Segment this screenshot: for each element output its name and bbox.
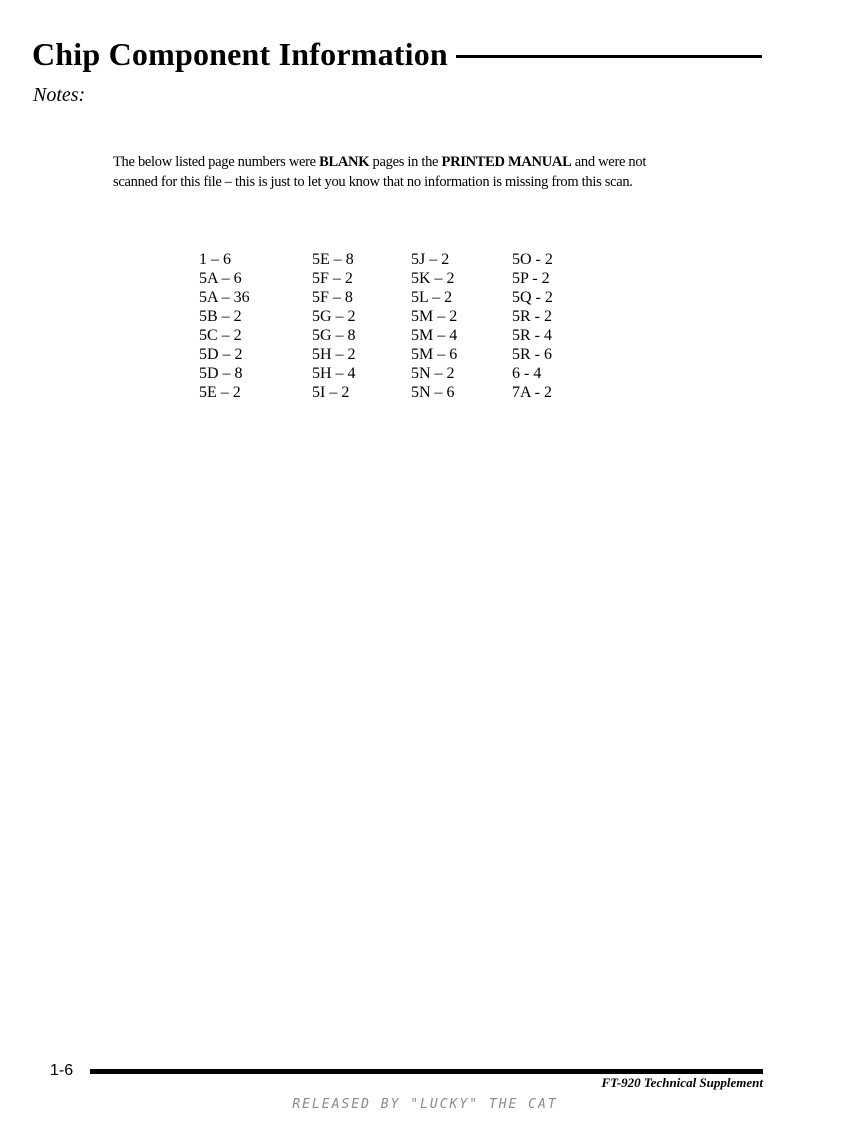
blank-page-entry: 5M – 2 <box>411 308 458 325</box>
blank-page-entry: 6 - 4 <box>512 365 542 382</box>
intro-text-2: pages in the <box>369 154 442 170</box>
blank-page-entry: 5G – 2 <box>312 308 356 325</box>
page-number: 1-6 <box>50 1062 74 1079</box>
blank-page-entry: 5N – 6 <box>411 384 455 401</box>
blank-page-entry: 5E – 2 <box>199 384 241 401</box>
blank-page-entry: 1 – 6 <box>199 251 231 268</box>
blank-page-entry: 5A – 36 <box>199 289 250 306</box>
page-title: Chip Component Information <box>32 36 448 72</box>
blank-page-entry: 5R - 4 <box>512 327 552 344</box>
blank-page-entry: 5P - 2 <box>512 270 550 287</box>
blank-pages-grid <box>199 250 572 402</box>
blank-page-entry: 5A – 6 <box>199 270 242 287</box>
blank-page-entry: 5M – 4 <box>411 327 458 344</box>
blank-page-entry: 5F – 2 <box>312 270 353 287</box>
intro-bold-blank: BLANK <box>319 154 370 170</box>
blank-page-entry: 5L – 2 <box>411 289 453 306</box>
blank-page-entry: 7A - 2 <box>512 384 552 401</box>
release-watermark: RELEASED BY "LUCKY" THE CAT <box>292 1097 558 1112</box>
blank-page-entry: 5M – 6 <box>411 346 458 363</box>
blank-page-entry: 5J – 2 <box>411 251 450 268</box>
title-rule <box>456 55 762 58</box>
notes-label: Notes: <box>33 84 86 106</box>
blank-page-entry: 5O - 2 <box>512 251 553 268</box>
blank-page-entry: 5D – 8 <box>199 365 243 382</box>
intro-text-3: and were not scanned for this file – this is just to let you know that no information is missing from this scan. <box>113 154 647 190</box>
blank-page-entry: 5H – 2 <box>312 346 356 363</box>
page-header <box>32 36 762 73</box>
blank-page-entry: 5N – 2 <box>411 365 455 382</box>
blank-page-entry: 5R - 6 <box>512 346 552 363</box>
blank-page-entry: 5K – 2 <box>411 270 455 287</box>
blank-page-entry: 5F – 8 <box>312 289 353 306</box>
blank-page-entry: 5E – 8 <box>312 251 354 268</box>
intro-paragraph <box>113 152 673 192</box>
blank-page-entry: 5G – 8 <box>312 327 356 344</box>
blank-page-entry: 5Q - 2 <box>512 289 553 306</box>
blank-page-entry: 5I – 2 <box>312 384 350 401</box>
blank-page-entry: 5H – 4 <box>312 365 356 382</box>
footer-rule <box>90 1069 763 1074</box>
intro-bold-printed-manual: PRINTED MANUAL <box>441 154 572 170</box>
blank-page-entry: 5B – 2 <box>199 308 242 325</box>
blank-page-entry: 5C – 2 <box>199 327 242 344</box>
intro-text-1: The below listed page numbers were <box>113 154 320 170</box>
blank-page-entry: 5D – 2 <box>199 346 243 363</box>
footer-document-title: FT-920 Technical Supplement <box>601 1075 763 1090</box>
blank-page-entry: 5R - 2 <box>512 308 552 325</box>
